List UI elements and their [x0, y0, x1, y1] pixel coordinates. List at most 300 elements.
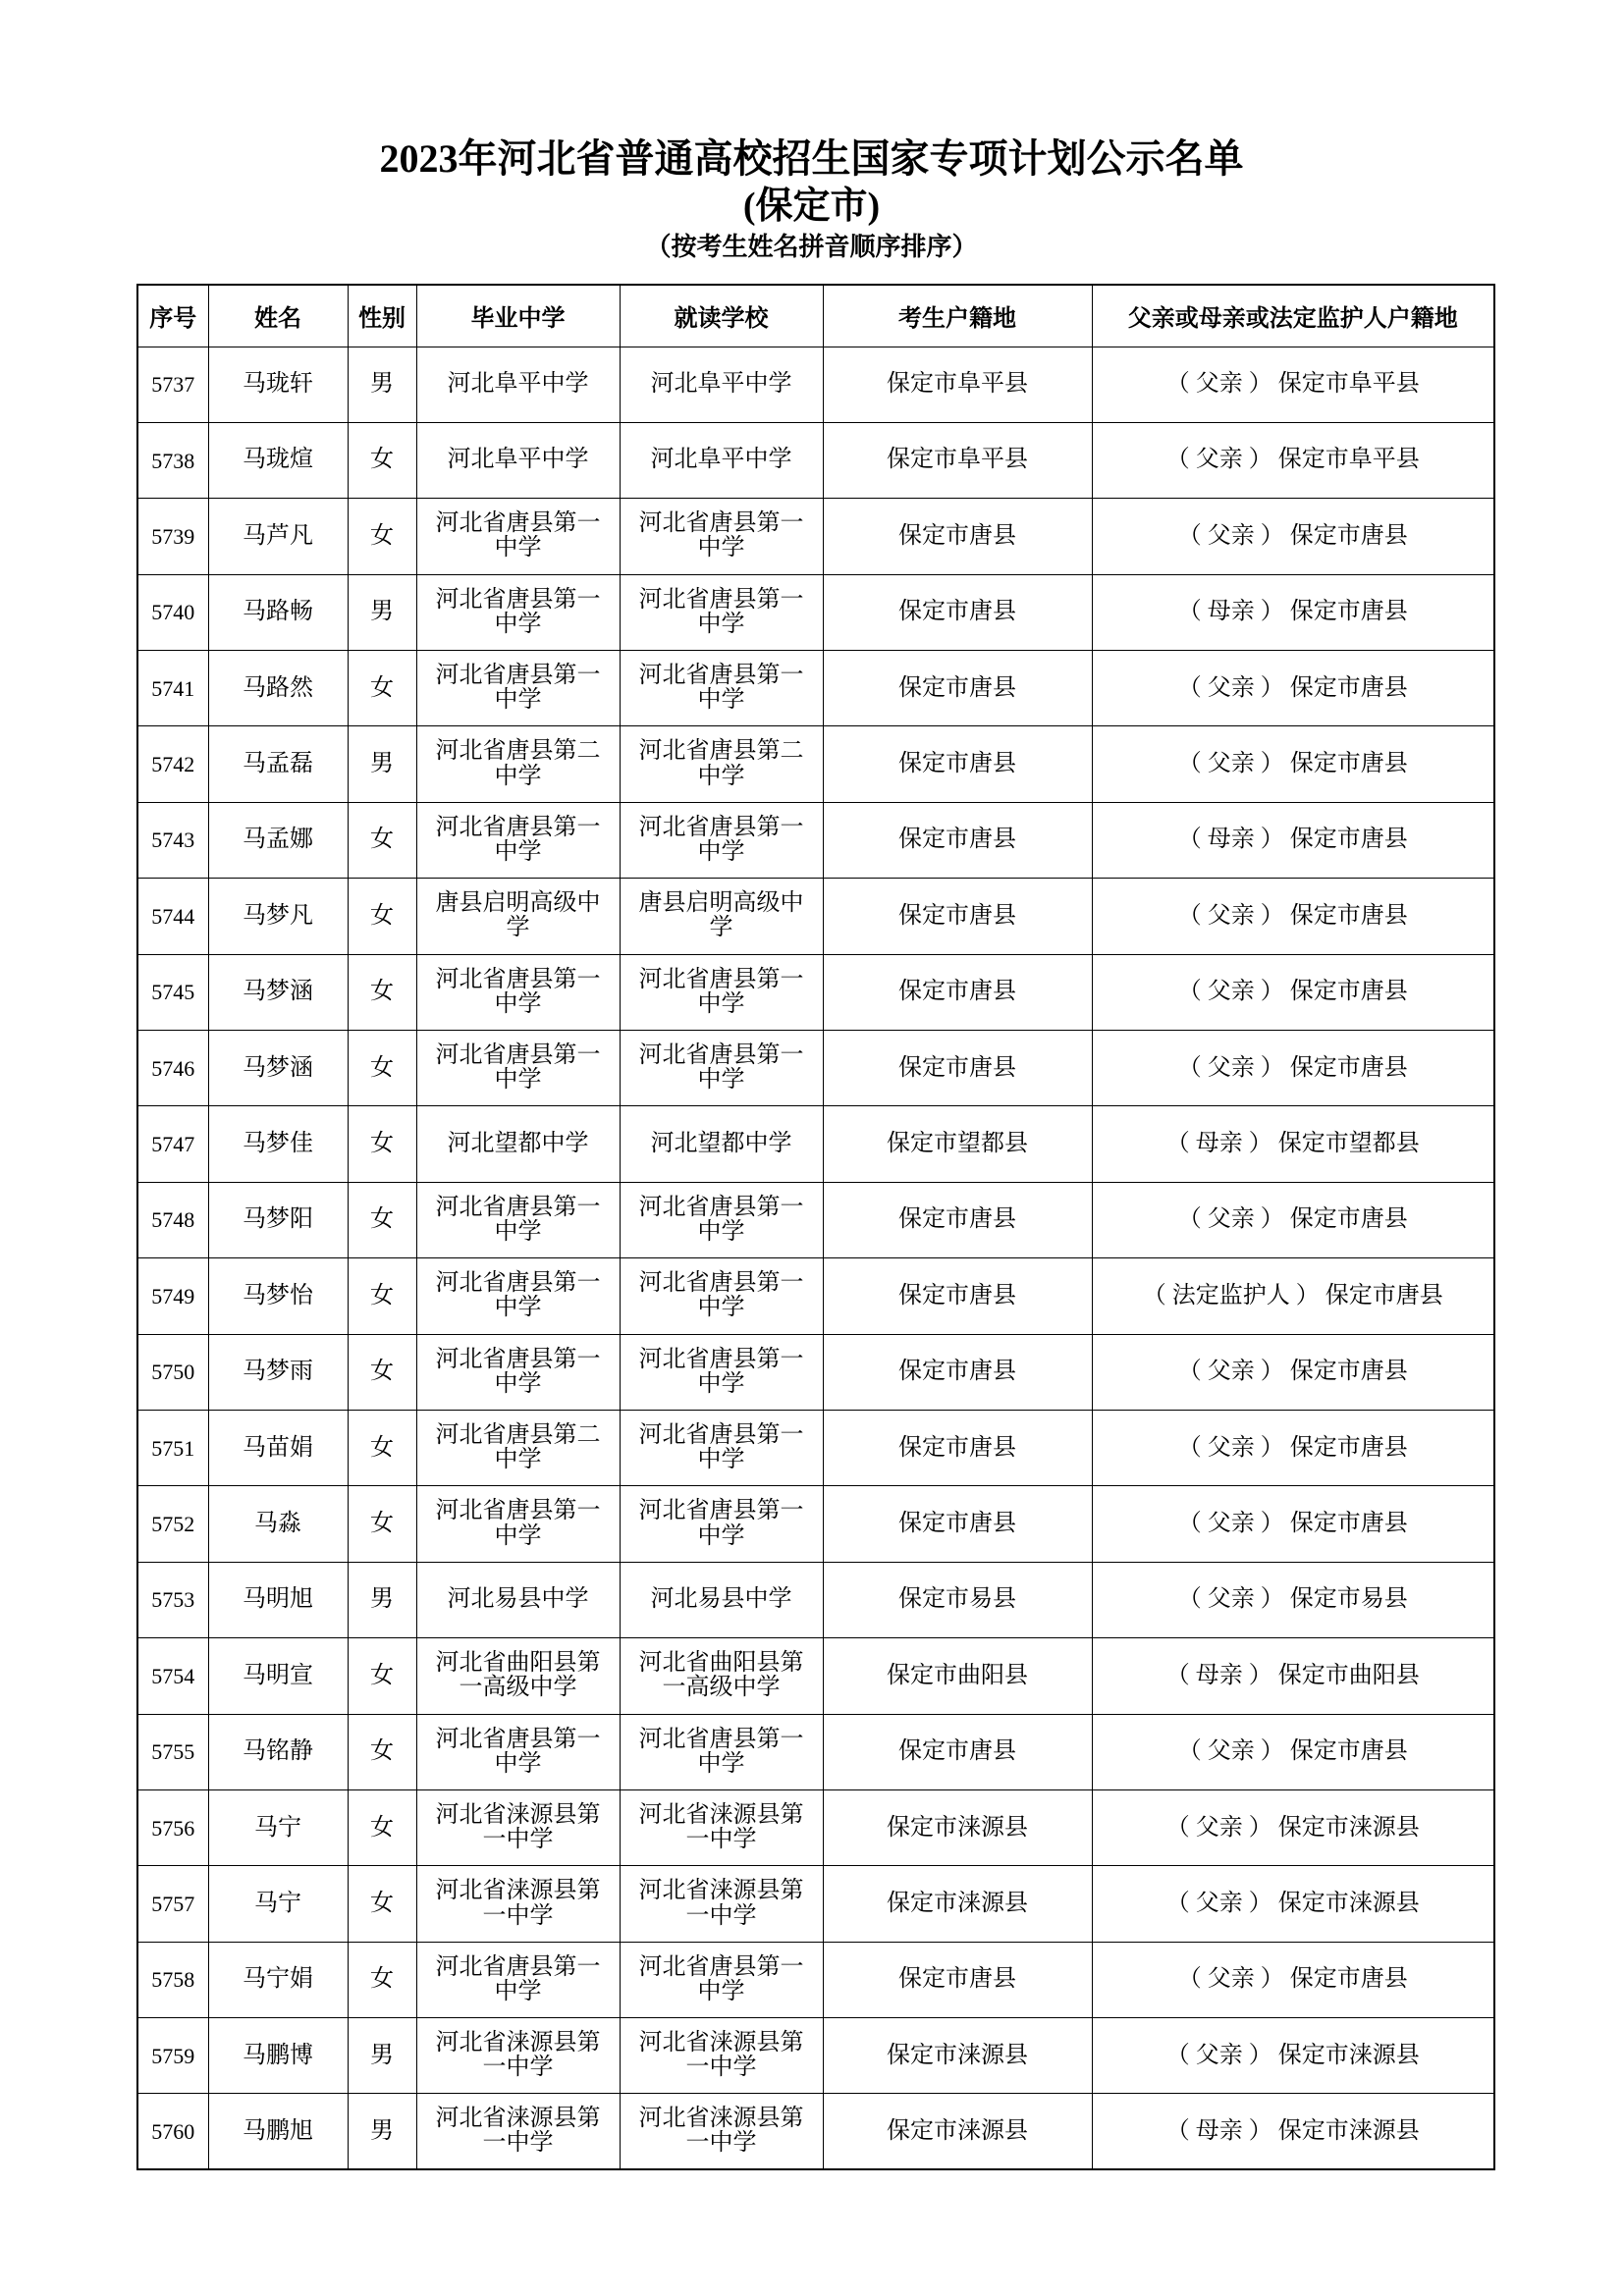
cell-name	[208, 1789, 348, 1865]
cell-household-registration-text: 保定市唐县	[898, 1738, 1016, 1765]
cell-graduated-school	[416, 1942, 620, 2017]
cell-graduated-school-text: 河北阜平中学	[447, 371, 589, 398]
cell-household-registration-text: 保定市唐县	[898, 751, 1016, 777]
cell-index-text: 5738	[151, 448, 195, 473]
cell-current-school	[620, 1714, 823, 1789]
cell-guardian-registration	[1092, 802, 1494, 878]
cell-guardian-registration	[1092, 2018, 1494, 2094]
header-name: 姓名	[208, 285, 348, 347]
cell-household-registration-text: 保定市唐县	[898, 674, 1016, 701]
cell-current-school-text: 唐县启明高级中学	[638, 890, 804, 941]
cell-household-registration-text: 保定市唐县	[898, 1966, 1016, 1993]
cell-index	[137, 1866, 208, 1942]
table-row	[137, 1714, 1494, 1789]
cell-household-registration-text: 保定市唐县	[898, 1510, 1016, 1536]
cell-current-school-text: 河北省涞源县第一中学	[638, 2030, 804, 2081]
cell-current-school-text: 河北省唐县第一中学	[638, 1726, 804, 1777]
cell-index	[137, 1638, 208, 1714]
cell-name-text: 马梦雨	[243, 1359, 313, 1385]
cell-gender	[348, 651, 416, 726]
cell-guardian-registration	[1092, 1714, 1494, 1789]
cell-gender	[348, 574, 416, 650]
cell-gender-text: 女	[370, 674, 394, 701]
cell-index-text: 5747	[151, 1132, 195, 1157]
cell-gender-text: 女	[370, 902, 394, 929]
cell-name-text: 马鹏旭	[243, 2117, 313, 2144]
cell-current-school-text: 河北省唐县第一中学	[638, 814, 804, 866]
cell-graduated-school	[416, 1789, 620, 1865]
cell-index	[137, 1410, 208, 1485]
cell-household-registration	[823, 726, 1092, 802]
cell-household-registration	[823, 1334, 1092, 1410]
cell-gender	[348, 1789, 416, 1865]
header-gender: 性别	[348, 285, 416, 347]
cell-current-school	[620, 574, 823, 650]
cell-guardian-registration	[1092, 1031, 1494, 1106]
cell-household-registration-text: 保定市涞源县	[887, 1890, 1028, 1916]
cell-graduated-school	[416, 802, 620, 878]
cell-index-text: 5742	[151, 752, 195, 777]
cell-name	[208, 1866, 348, 1942]
cell-index-text: 5749	[151, 1283, 195, 1308]
cell-name	[208, 954, 348, 1030]
cell-graduated-school-text: 河北省唐县第一中学	[435, 814, 601, 866]
cell-current-school	[620, 1638, 823, 1714]
table-row	[137, 1562, 1494, 1637]
cell-name-text: 马路然	[243, 674, 313, 701]
cell-gender	[348, 1031, 416, 1106]
cell-guardian-registration	[1092, 347, 1494, 422]
cell-household-registration	[823, 2094, 1092, 2169]
cell-gender-text: 女	[370, 1206, 394, 1233]
cell-guardian-registration-text: （ 母亲 ） 保定市唐县	[1177, 599, 1408, 625]
table-row	[137, 1866, 1494, 1942]
cell-name-text: 马宁	[254, 1890, 301, 1916]
cell-guardian-registration	[1092, 422, 1494, 498]
cell-index	[137, 954, 208, 1030]
table-row	[137, 954, 1494, 1030]
cell-name	[208, 802, 348, 878]
cell-gender-text: 女	[370, 1510, 394, 1536]
cell-graduated-school	[416, 1714, 620, 1789]
cell-index	[137, 726, 208, 802]
cell-guardian-registration-text: （ 父亲 ） 保定市涞源县	[1165, 1890, 1420, 1916]
cell-guardian-registration-text: （ 父亲 ） 保定市易县	[1177, 1586, 1408, 1613]
cell-name-text: 马梦怡	[243, 1282, 313, 1308]
roster-table	[136, 284, 1495, 2170]
cell-name	[208, 499, 348, 574]
cell-household-registration	[823, 879, 1092, 954]
cell-index-text: 5756	[151, 1815, 195, 1841]
cell-name	[208, 2094, 348, 2169]
cell-current-school	[620, 1410, 823, 1485]
cell-guardian-registration-text: （ 父亲 ） 保定市唐县	[1177, 1510, 1408, 1536]
cell-name-text: 马珑轩	[243, 371, 313, 398]
cell-gender	[348, 802, 416, 878]
cell-graduated-school-text: 河北省唐县第二中学	[435, 738, 601, 789]
cell-index	[137, 347, 208, 422]
cell-current-school-text: 河北省唐县第一中学	[638, 1042, 804, 1094]
cell-index-text: 5745	[151, 980, 195, 1005]
cell-name-text: 马明旭	[243, 1586, 313, 1613]
cell-index-text: 5760	[151, 2118, 195, 2144]
cell-household-registration-text: 保定市涞源县	[887, 1814, 1028, 1841]
cell-guardian-registration-text: （ 父亲 ） 保定市唐县	[1177, 1738, 1408, 1765]
cell-current-school-text: 河北省唐县第一中学	[638, 510, 804, 561]
table-row	[137, 499, 1494, 574]
cell-current-school-text: 河北省唐县第一中学	[638, 1498, 804, 1549]
header-current-school: 就读学校	[620, 285, 823, 347]
cell-graduated-school	[416, 1410, 620, 1485]
cell-current-school	[620, 802, 823, 878]
cell-guardian-registration-text: （ 父亲 ） 保定市唐县	[1177, 1359, 1408, 1385]
cell-index	[137, 1562, 208, 1637]
cell-household-registration	[823, 1866, 1092, 1942]
cell-gender	[348, 1638, 416, 1714]
table-row	[137, 1258, 1494, 1334]
cell-current-school	[620, 1866, 823, 1942]
cell-index-text: 5752	[151, 1512, 195, 1536]
cell-current-school-text: 河北省唐县第一中学	[638, 1346, 804, 1397]
cell-graduated-school-text: 河北省唐县第二中学	[435, 1421, 601, 1473]
cell-graduated-school-text: 河北省唐县第一中学	[435, 1346, 601, 1397]
cell-household-registration-text: 保定市涞源县	[887, 2042, 1028, 2068]
cell-guardian-registration-text: （ 父亲 ） 保定市唐县	[1177, 979, 1408, 1005]
cell-household-registration-text: 保定市阜平县	[887, 447, 1028, 473]
cell-index-text: 5743	[151, 828, 195, 853]
cell-household-registration	[823, 1182, 1092, 1257]
cell-current-school	[620, 1031, 823, 1106]
cell-gender	[348, 2094, 416, 2169]
cell-current-school	[620, 726, 823, 802]
cell-index	[137, 1789, 208, 1865]
cell-household-registration	[823, 1942, 1092, 2017]
cell-index	[137, 879, 208, 954]
cell-guardian-registration-text: （ 父亲 ） 保定市阜平县	[1165, 371, 1420, 398]
table-header-row	[137, 285, 1494, 347]
cell-current-school	[620, 879, 823, 954]
cell-guardian-registration-text: （ 母亲 ） 保定市唐县	[1177, 827, 1408, 853]
cell-gender-text: 女	[370, 447, 394, 473]
cell-household-registration	[823, 954, 1092, 1030]
cell-household-registration	[823, 1258, 1092, 1334]
table-row	[137, 422, 1494, 498]
cell-index	[137, 651, 208, 726]
cell-graduated-school-text: 河北易县中学	[447, 1586, 589, 1613]
cell-household-registration-text: 保定市唐县	[898, 1359, 1016, 1385]
table-row	[137, 1334, 1494, 1410]
cell-gender	[348, 1182, 416, 1257]
table-row	[137, 574, 1494, 650]
cell-guardian-registration-text: （ 父亲 ） 保定市唐县	[1177, 751, 1408, 777]
cell-gender	[348, 1106, 416, 1182]
table-row	[137, 802, 1494, 878]
cell-guardian-registration-text: （ 父亲 ） 保定市涞源县	[1165, 1814, 1420, 1841]
cell-index	[137, 1942, 208, 2017]
cell-gender	[348, 726, 416, 802]
cell-current-school	[620, 954, 823, 1030]
cell-gender-text: 女	[370, 827, 394, 853]
cell-index-text: 5750	[151, 1360, 195, 1385]
header-index: 序号	[137, 285, 208, 347]
cell-guardian-registration-text: （ 父亲 ） 保定市唐县	[1177, 902, 1408, 929]
cell-current-school	[620, 2018, 823, 2094]
cell-index-text: 5753	[151, 1587, 195, 1613]
cell-gender-text: 男	[370, 599, 394, 625]
cell-index-text: 5740	[151, 600, 195, 625]
cell-index-text: 5755	[151, 1739, 195, 1765]
cell-graduated-school	[416, 422, 620, 498]
cell-guardian-registration	[1092, 1638, 1494, 1714]
cell-gender	[348, 422, 416, 498]
cell-name-text: 马珑煊	[243, 447, 313, 473]
cell-guardian-registration	[1092, 726, 1494, 802]
cell-current-school	[620, 1486, 823, 1562]
cell-graduated-school-text: 河北省唐县第一中学	[435, 1953, 601, 2004]
cell-index-text: 5758	[151, 1967, 195, 1993]
cell-current-school-text: 河北省涞源县第一中学	[638, 1878, 804, 1929]
cell-gender	[348, 954, 416, 1030]
cell-guardian-registration-text: （ 父亲 ） 保定市唐县	[1177, 1206, 1408, 1233]
cell-guardian-registration-text: （ 父亲 ） 保定市唐县	[1177, 522, 1408, 549]
cell-household-registration	[823, 802, 1092, 878]
cell-household-registration-text: 保定市唐县	[898, 522, 1016, 549]
cell-graduated-school-text: 河北省唐县第一中学	[435, 1194, 601, 1245]
cell-name	[208, 1334, 348, 1410]
cell-index	[137, 1182, 208, 1257]
cell-name-text: 马铭静	[243, 1738, 313, 1765]
cell-name	[208, 2018, 348, 2094]
cell-index-text: 5744	[151, 903, 195, 929]
cell-graduated-school	[416, 1031, 620, 1106]
cell-guardian-registration	[1092, 1334, 1494, 1410]
cell-guardian-registration-text: （ 法定监护人 ） 保定市唐县	[1142, 1282, 1443, 1308]
cell-graduated-school	[416, 1866, 620, 1942]
cell-household-registration-text: 保定市易县	[898, 1586, 1016, 1613]
cell-gender	[348, 499, 416, 574]
cell-household-registration	[823, 347, 1092, 422]
cell-household-registration	[823, 422, 1092, 498]
cell-gender-text: 女	[370, 979, 394, 1005]
cell-guardian-registration	[1092, 1182, 1494, 1257]
document-subtitle: (保定市)	[742, 186, 881, 227]
cell-guardian-registration-text: （ 父亲 ） 保定市唐县	[1177, 1434, 1408, 1461]
cell-current-school	[620, 1942, 823, 2017]
cell-guardian-registration-text: （ 父亲 ） 保定市唐县	[1177, 1966, 1408, 1993]
cell-household-registration-text: 保定市唐县	[898, 599, 1016, 625]
cell-gender-text: 女	[370, 1738, 394, 1765]
cell-current-school	[620, 499, 823, 574]
table-row	[137, 879, 1494, 954]
cell-guardian-registration	[1092, 1106, 1494, 1182]
cell-name	[208, 1562, 348, 1637]
cell-gender	[348, 879, 416, 954]
cell-current-school	[620, 1789, 823, 1865]
cell-gender-text: 女	[370, 1662, 394, 1688]
cell-household-registration	[823, 574, 1092, 650]
cell-name	[208, 1714, 348, 1789]
cell-household-registration	[823, 651, 1092, 726]
cell-name	[208, 1106, 348, 1182]
cell-current-school-text: 河北省唐县第一中学	[638, 1421, 804, 1473]
cell-graduated-school-text: 河北阜平中学	[447, 447, 589, 473]
table-body	[137, 347, 1494, 2169]
cell-index-text: 5748	[151, 1207, 195, 1233]
cell-name-text: 马孟磊	[243, 751, 313, 777]
cell-household-registration	[823, 1789, 1092, 1865]
cell-household-registration-text: 保定市曲阳县	[887, 1662, 1028, 1688]
cell-name-text: 马鹏博	[243, 2042, 313, 2068]
cell-gender-text: 女	[370, 522, 394, 549]
table-row	[137, 1410, 1494, 1485]
cell-guardian-registration	[1092, 1942, 1494, 2017]
cell-gender-text: 男	[370, 371, 394, 398]
cell-household-registration-text: 保定市唐县	[898, 1206, 1016, 1233]
cell-household-registration	[823, 1562, 1092, 1637]
cell-household-registration	[823, 1638, 1092, 1714]
cell-name	[208, 1258, 348, 1334]
cell-household-registration-text: 保定市望都县	[887, 1131, 1028, 1156]
cell-name-text: 马明宣	[243, 1662, 313, 1688]
cell-guardian-registration	[1092, 651, 1494, 726]
table-row	[137, 1031, 1494, 1106]
cell-graduated-school	[416, 1106, 620, 1182]
cell-household-registration	[823, 1410, 1092, 1485]
table-row	[137, 1638, 1494, 1714]
cell-gender-text: 女	[370, 1282, 394, 1308]
cell-graduated-school-text: 唐县启明高级中学	[435, 890, 601, 941]
cell-index	[137, 1031, 208, 1106]
cell-gender	[348, 347, 416, 422]
cell-current-school	[620, 1258, 823, 1334]
cell-guardian-registration	[1092, 1789, 1494, 1865]
cell-current-school-text: 河北省唐县第二中学	[638, 738, 804, 789]
cell-guardian-registration-text: （ 父亲 ） 保定市阜平县	[1165, 447, 1420, 473]
cell-current-school-text: 河北省唐县第一中学	[638, 1953, 804, 2004]
cell-graduated-school	[416, 651, 620, 726]
cell-index	[137, 1106, 208, 1182]
cell-graduated-school	[416, 2094, 620, 2169]
cell-graduated-school	[416, 1562, 620, 1637]
cell-current-school	[620, 1182, 823, 1257]
cell-graduated-school	[416, 2018, 620, 2094]
cell-graduated-school	[416, 726, 620, 802]
cell-name	[208, 726, 348, 802]
cell-gender	[348, 1562, 416, 1637]
cell-gender-text: 女	[370, 1054, 394, 1081]
cell-gender-text: 女	[370, 1814, 394, 1841]
cell-name-text: 马宁娟	[243, 1966, 313, 1993]
cell-graduated-school	[416, 499, 620, 574]
cell-name-text: 马淼	[254, 1510, 301, 1536]
cell-guardian-registration	[1092, 1562, 1494, 1637]
cell-index	[137, 2094, 208, 2169]
cell-gender-text: 男	[370, 751, 394, 777]
cell-household-registration-text: 保定市唐县	[898, 1434, 1016, 1461]
header-graduated-school: 毕业中学	[416, 285, 620, 347]
cell-index	[137, 1258, 208, 1334]
cell-gender-text: 女	[370, 1434, 394, 1461]
cell-household-registration-text: 保定市阜平县	[887, 371, 1028, 398]
cell-index	[137, 1486, 208, 1562]
cell-current-school-text: 河北省唐县第一中学	[638, 966, 804, 1017]
cell-index	[137, 574, 208, 650]
cell-graduated-school-text: 河北省涞源县第一中学	[435, 2030, 601, 2081]
cell-graduated-school	[416, 1638, 620, 1714]
cell-name	[208, 1031, 348, 1106]
cell-current-school-text: 河北省涞源县第一中学	[638, 2106, 804, 2157]
cell-gender	[348, 1942, 416, 2017]
cell-name	[208, 422, 348, 498]
cell-household-registration	[823, 1486, 1092, 1562]
cell-guardian-registration	[1092, 1410, 1494, 1485]
cell-household-registration	[823, 2018, 1092, 2094]
cell-current-school-text: 河北省唐县第一中学	[638, 1270, 804, 1321]
cell-guardian-registration-text: （ 父亲 ） 保定市唐县	[1177, 1054, 1408, 1081]
cell-household-registration	[823, 1031, 1092, 1106]
cell-index-text: 5751	[151, 1435, 195, 1461]
cell-household-registration	[823, 499, 1092, 574]
cell-gender	[348, 1486, 416, 1562]
cell-graduated-school-text: 河北省唐县第一中学	[435, 1726, 601, 1777]
cell-name-text: 马芦凡	[243, 522, 313, 549]
cell-index-text: 5737	[151, 372, 195, 398]
cell-current-school	[620, 1106, 823, 1182]
cell-current-school	[620, 651, 823, 726]
cell-gender	[348, 1866, 416, 1942]
cell-index	[137, 499, 208, 574]
cell-guardian-registration	[1092, 954, 1494, 1030]
cell-name	[208, 1942, 348, 2017]
cell-guardian-registration	[1092, 2094, 1494, 2169]
cell-index	[137, 1714, 208, 1789]
cell-name	[208, 1638, 348, 1714]
cell-household-registration	[823, 1106, 1092, 1182]
cell-guardian-registration	[1092, 1258, 1494, 1334]
cell-name	[208, 1182, 348, 1257]
cell-name-text: 马梦阳	[243, 1206, 313, 1233]
cell-household-registration-text: 保定市唐县	[898, 979, 1016, 1005]
cell-index	[137, 802, 208, 878]
cell-current-school-text: 河北阜平中学	[650, 447, 792, 473]
cell-gender-text: 女	[370, 1359, 394, 1385]
cell-graduated-school-text: 河北省唐县第一中学	[435, 586, 601, 637]
cell-graduated-school	[416, 574, 620, 650]
table-row	[137, 651, 1494, 726]
cell-index-text: 5739	[151, 523, 195, 549]
cell-household-registration-text: 保定市唐县	[898, 1282, 1016, 1308]
table-row	[137, 726, 1494, 802]
cell-name-text: 马宁	[254, 1814, 301, 1841]
table-row	[137, 347, 1494, 422]
sort-note: （按考生姓名拼音顺序排序）	[645, 233, 978, 261]
cell-graduated-school-text: 河北省唐县第一中学	[435, 510, 601, 561]
cell-gender-text: 女	[370, 1890, 394, 1916]
cell-graduated-school-text: 河北省涞源县第一中学	[435, 2106, 601, 2157]
cell-graduated-school	[416, 954, 620, 1030]
cell-name-text: 马梦涵	[243, 1054, 313, 1081]
cell-current-school	[620, 347, 823, 422]
cell-name-text: 马路畅	[243, 599, 313, 625]
cell-household-registration-text: 保定市唐县	[898, 827, 1016, 853]
cell-graduated-school-text: 河北省曲阳县第一高级中学	[435, 1650, 601, 1701]
cell-gender-text: 男	[370, 2042, 394, 2068]
cell-gender	[348, 1410, 416, 1485]
header-household-registration: 考生户籍地	[823, 285, 1092, 347]
cell-gender	[348, 2018, 416, 2094]
cell-name-text: 马苗娟	[243, 1434, 313, 1461]
cell-index	[137, 2018, 208, 2094]
